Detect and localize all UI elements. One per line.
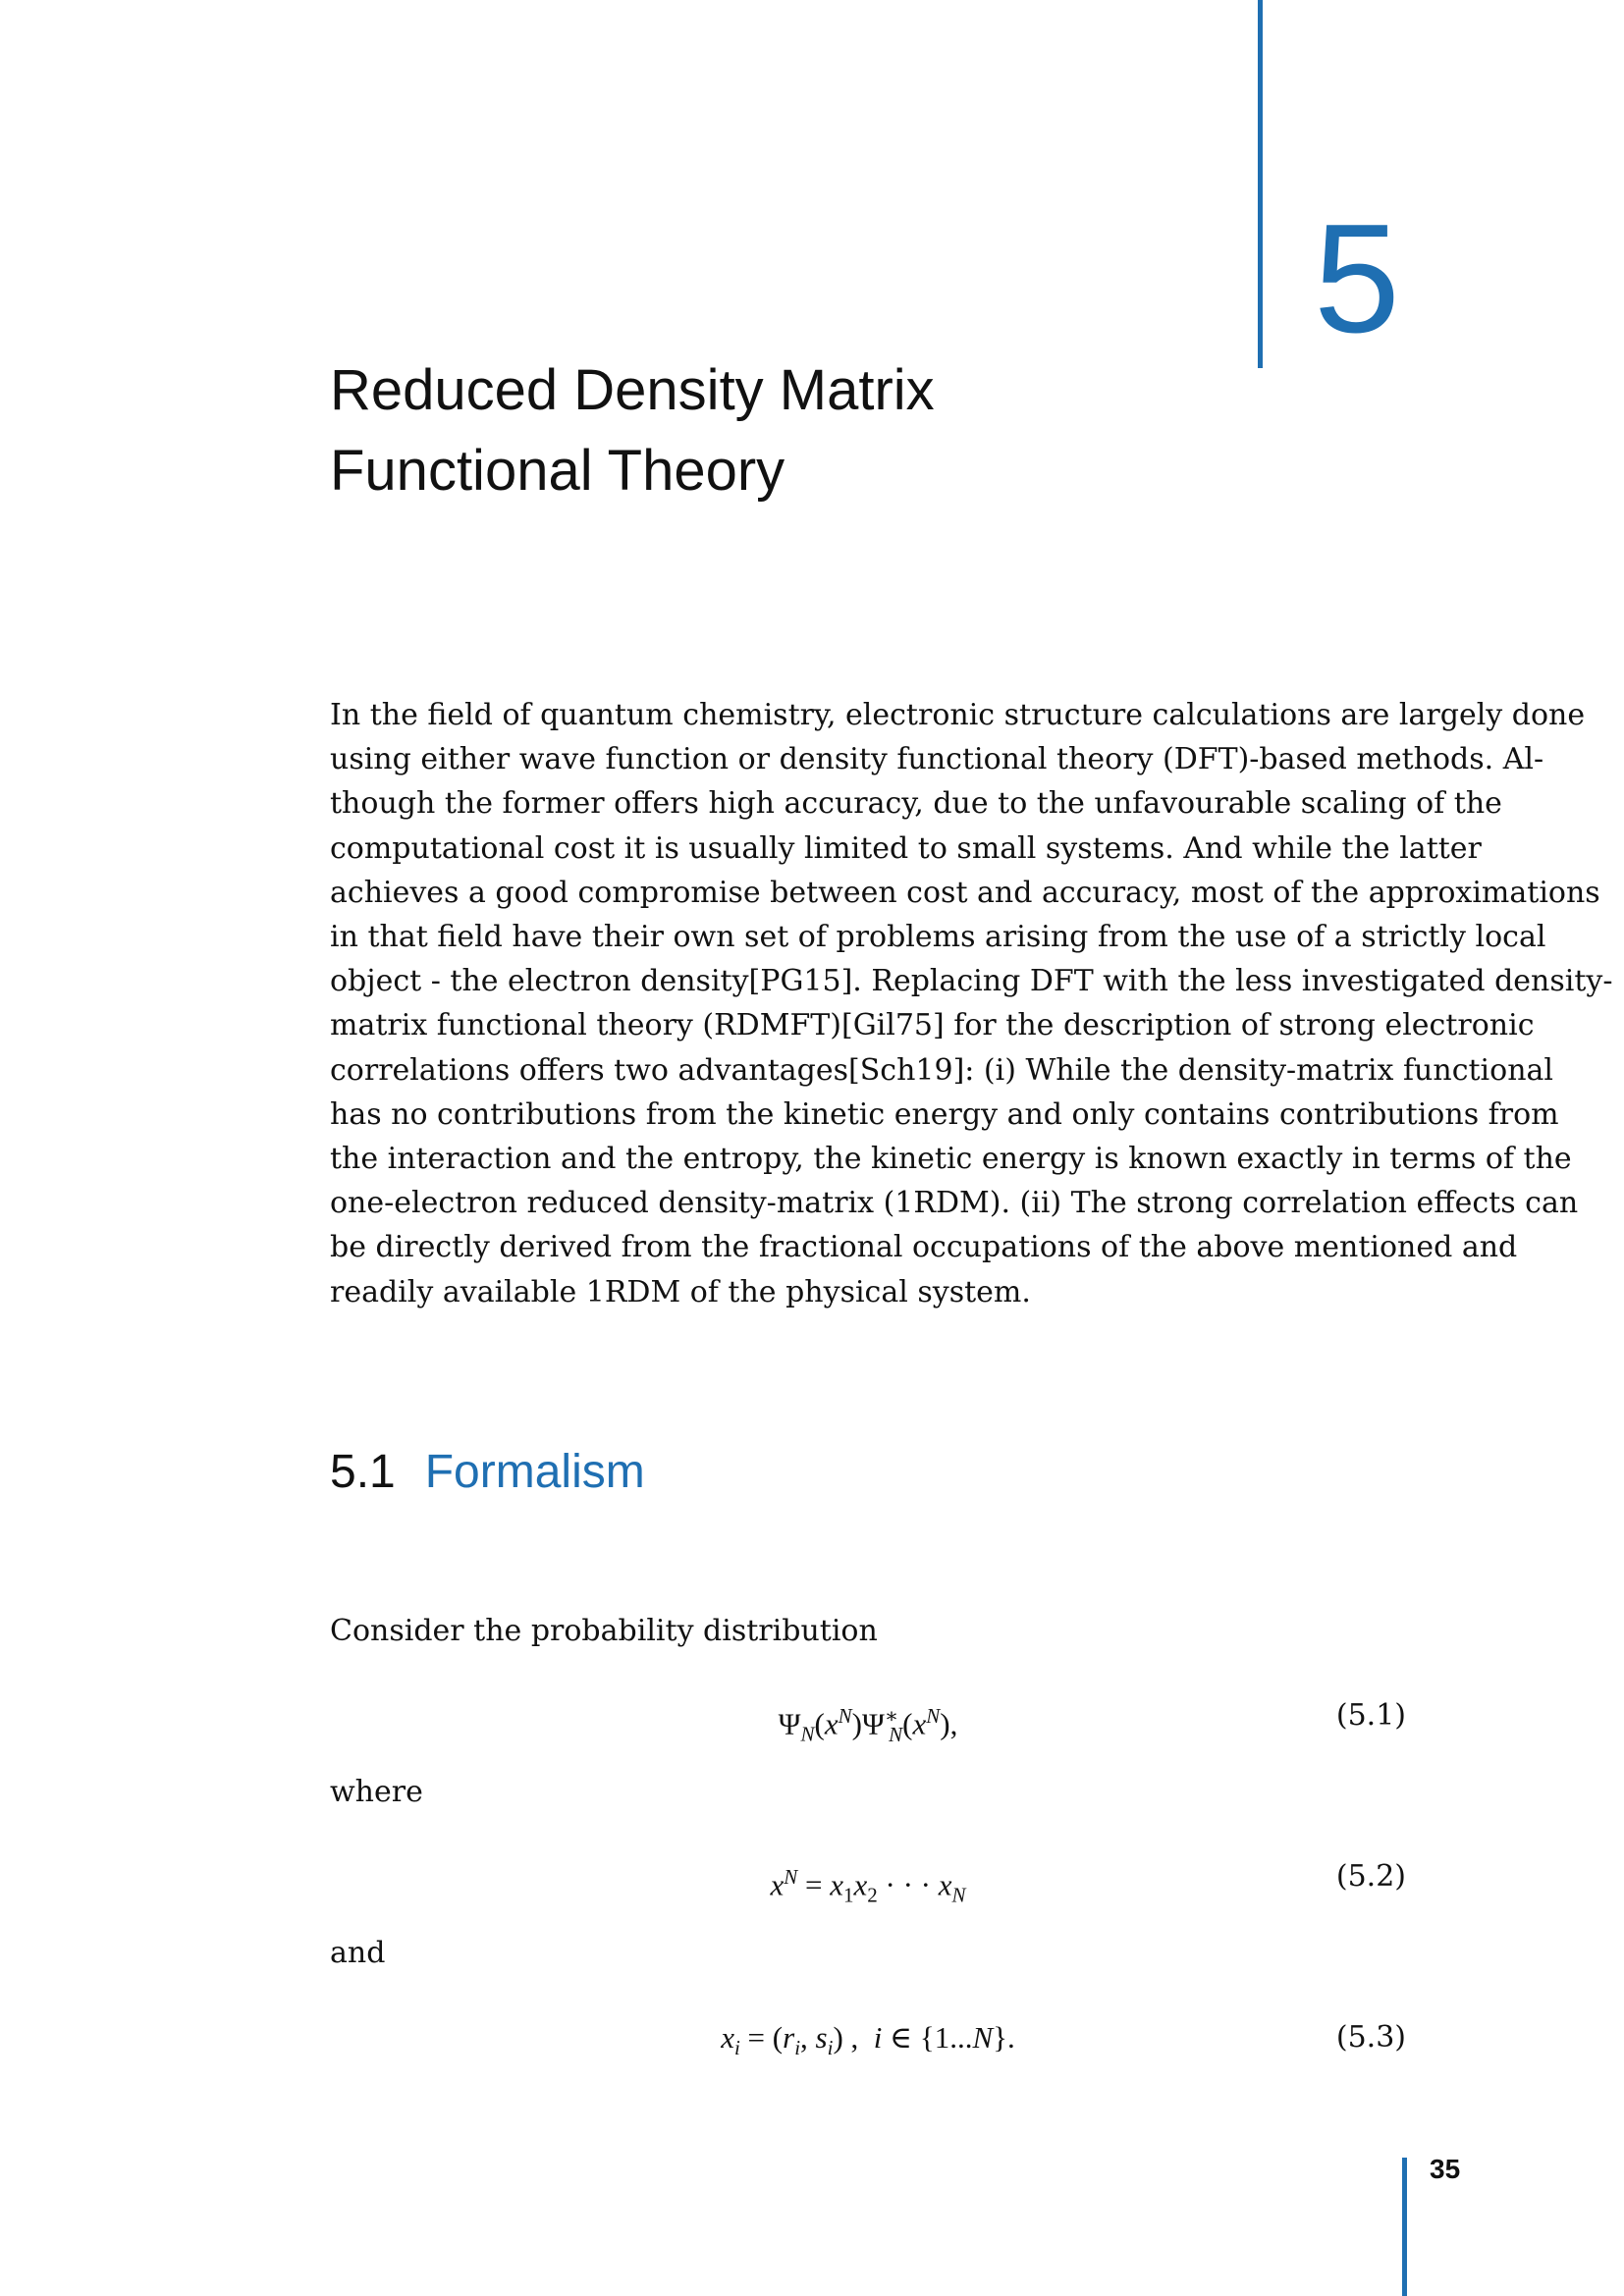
equation-5-3 — [330, 2016, 1406, 2059]
paragraph-line: correlations offers two advantages[Sch19]: (i) While the density-matrix functional — [330, 1052, 1554, 1088]
equation-number: (5.2) — [1335, 1859, 1406, 1894]
paragraph-line: In the field of quantum chemistry, electronic structure calculations are largely done — [330, 698, 1586, 732]
chapter-title-line: Reduced Density Matrix — [330, 358, 935, 422]
paragraph-line: using either wave function or density functional theory (DFT)-based methods. Al- — [330, 742, 1544, 777]
section-title: Formalism — [424, 1446, 645, 1498]
chapter-rule — [1258, 0, 1263, 368]
chapter-number: 5 — [1314, 192, 1400, 365]
chapter-title-line: Functional Theory — [330, 439, 785, 503]
paragraph-line: object - the electron density[PG15]. Replacing DFT with the less investigated density- — [330, 964, 1613, 999]
paragraph-line: computational cost it is usually limited to small systems. And while the latter — [330, 830, 1482, 866]
paragraph-line: the interaction and the entropy, the kinetic energy is known exactly in terms of the — [330, 1142, 1572, 1177]
intro-paragraph — [330, 693, 1613, 1314]
paragraph-line: though the former offers high accuracy, due to the unfavourable scaling of the — [330, 786, 1502, 822]
equation-body: $x_i = (r_i$, $s_i$) , i ∈ {1...N}. — [721, 2020, 1015, 2060]
paragraph-line: readily available 1RDM of the physical system. — [330, 1274, 1031, 1309]
equation-body: $x^N = x_1x_2$ · · · $x_N$ — [770, 1865, 966, 1907]
equation-body: $\Psi_N(x^N)\Psi^∗_N(x^N)$, — [778, 1704, 958, 1746]
where-text: where — [330, 1775, 423, 1809]
equation-number: (5.1) — [1335, 1698, 1406, 1733]
chapter-title — [330, 350, 1214, 511]
section-number: 5.1 — [330, 1446, 396, 1498]
paragraph-line: achieves a good compromise between cost and accuracy, most of the approximations — [330, 875, 1600, 910]
paragraph-line: be directly derived from the fractional occupations of the above mentioned and — [330, 1230, 1518, 1265]
equation-number: (5.3) — [1335, 2020, 1406, 2055]
and-text: and — [330, 1936, 386, 1970]
equation-5-1 — [330, 1694, 1406, 1746]
footer-rule — [1402, 2158, 1407, 2296]
consider-text: Consider the probability distribution — [330, 1614, 878, 1648]
paragraph-line: matrix functional theory (RDMFT)[Gil75] for the description of strong electronic — [330, 1008, 1535, 1043]
section-heading — [330, 1443, 645, 1502]
paragraph-line: in that field have their own set of problems arising from the use of a strictly local — [330, 920, 1546, 955]
equation-5-2 — [330, 1855, 1406, 1907]
paragraph-line: one-electron reduced density-matrix (1RDM). (ii) The strong correlation effects can — [330, 1186, 1579, 1221]
paragraph-line: has no contributions from the kinetic energy and only contains contributions from — [330, 1096, 1559, 1132]
page-number: 35 — [1430, 2154, 1461, 2184]
